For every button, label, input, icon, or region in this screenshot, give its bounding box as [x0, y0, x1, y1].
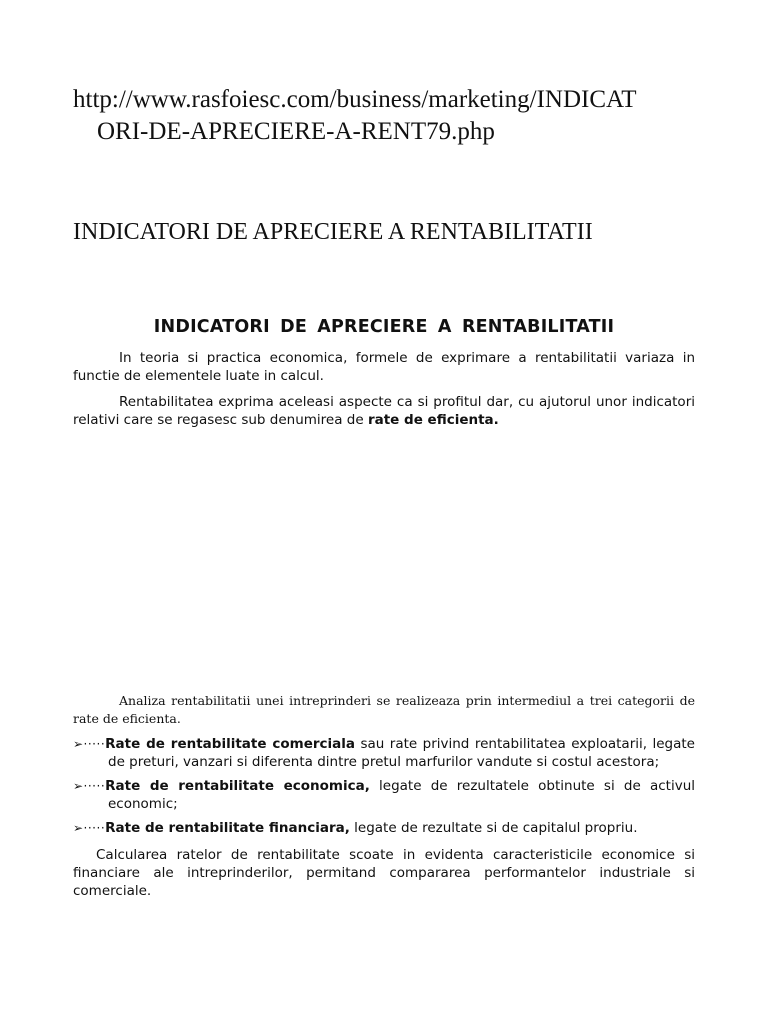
bullet-list-3	[73, 819, 695, 837]
source-url-line-2: ORI-DE-APRECIERE-A-RENT79.php	[97, 118, 495, 145]
list-item-text: legate de rezultatele obtinute si de activul economic;	[108, 778, 695, 812]
list-item	[73, 777, 695, 813]
section-title: INDICATORI DE APRECIERE A RENTABILITATII	[153, 317, 615, 337]
arrow-bullet-icon: ➢·····	[73, 737, 106, 751]
source-url	[73, 84, 733, 148]
list-item-bold: Rate de rentabilitate financiara,	[105, 820, 350, 836]
paragraph-definition-bold: rate de eficienta.	[367, 412, 499, 428]
paragraph-definition	[73, 393, 695, 429]
document-title: INDICATORI DE APRECIERE A RENTABILITATII	[73, 219, 593, 245]
list-item	[73, 735, 695, 771]
bullet-list-2	[73, 777, 695, 813]
paragraph-intro: In teoria si practica economica, formele de exprimare a rentabilitatii variaza in functie de elementele luate in calcul.	[73, 350, 695, 384]
paragraph-definition-text: Rentabilitatea exprima aceleasi aspecte ca si profitul dar, cu ajutorul unor indicatori relativi care se regasesc sub denumirea de	[73, 394, 695, 428]
list-item-text: sau rate privind rentabilitatea exploatarii, legate de preturi, vanzari si diferenta dintre pretul marfurilor vandute si costul acestora;	[108, 736, 695, 770]
bullet-list-1	[73, 735, 695, 771]
list-item	[73, 819, 695, 837]
paragraph-analysis: Analiza rentabilitatii unei intreprinderi se realizeaza prin intermediul a trei categorii de rate de eficienta.	[73, 693, 695, 726]
source-url-line-1: http://www.rasfoiesc.com/business/marketing/INDICAT	[73, 86, 637, 113]
arrow-bullet-icon: ➢·····	[73, 821, 106, 835]
paragraph-conclusion: Calcularea ratelor de rentabilitate scoate in evidenta caracteristicile economice si financiare ale intreprinderilor, permitand compararea performantelor industriale si comerciale.	[73, 847, 695, 899]
list-item-bold: Rate de rentabilitate comerciala	[105, 736, 355, 752]
list-item-text: legate de rezultate si de capitalul propriu.	[349, 820, 638, 836]
list-item-bold: Rate de rentabilitate economica,	[105, 778, 370, 794]
arrow-bullet-icon: ➢·····	[73, 779, 106, 793]
